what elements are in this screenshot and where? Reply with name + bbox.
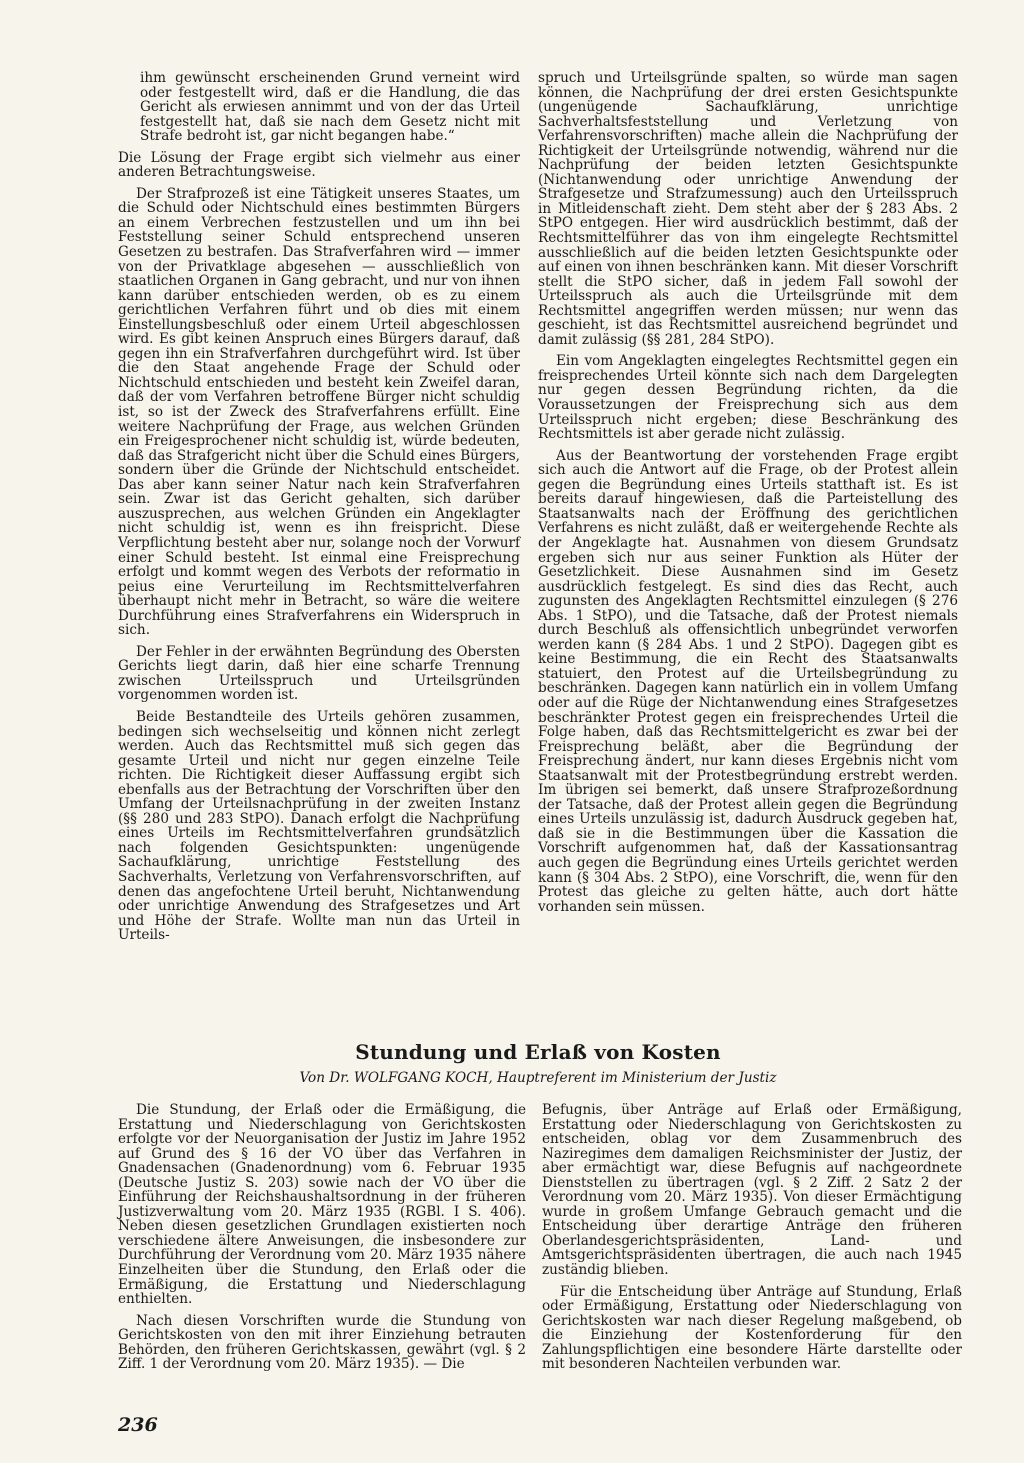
- page-number: 236: [118, 1414, 158, 1436]
- article-byline: Von Dr. WOLFGANG KOCH, Hauptreferent im Ministerium der Justiz: [299, 1070, 777, 1086]
- paragraph: Aus der Beantwortung der vorstehenden Frage ergibt sich auch die Antwort auf die Frage, ob der Protest allein gegen die Begründung eines Urteils statthaft ist. Es ist bereits darauf hingewiesen, daß die Parteistellung des Staatsanwalts nach der Eröffnung des gerichtlichen Verfahrens es nicht zuläßt, daß er weitergehende Rechte als der Angeklagte hat. Ausnahmen von diesem Grundsatz ergeben sich nur aus seiner Funktion als Hüter der Gesetzlichkeit. Diese Ausnahmen sind im Gesetz ausdrücklich festgelegt. Es sind dies das Recht, auch zugunsten des Angeklagten Rechtsmittel einzulegen (§ 276 Abs. 1 StPO), und die Tatsache, daß der Protest niemals durch Beschluß als offensichtlich unbegründet verworfen werden kann (§ 284 Abs. 1 und 2 StPO). Dagegen gibt es keine Bestimmung, die ein Recht des Staatsanwalts statuiert, den Protest auf die Urteilsbegründung zu beschränken. Dagegen kann natürlich ein in vollem Umfang oder auf die Rüge der Nichtanwendung eines Strafgesetzes beschränkter Protest gegen ein freisprechendes Urteil die Folge haben, daß das Rechtsmittelgericht es zwar bei der Freisprechung beläßt, aber die Begründung der Freisprechung ändert, nur kann dieses Ergebnis nicht vom Staatsanwalt mit der Protestbegründung erstrebt werden. Im übrigen sei bemerkt, daß unsere Strafprozeßordnung der Tatsache, daß der Protest allein gegen die Begründung eines Urteils unzulässig ist, dadurch Ausdruck gegeben hat, daß sie in die Bestimmungen über die Kassation die Vorschrift aufgenommen hat, daß der Kassationsantrag auch gegen die Begründung eines Urteils gerichtet werden kann (§ 304 Abs. 2 StPO), eine Vorschrift, die, wenn für den Protest das gleiche zu gelten hätte, auch dort hätte vorhanden sein müssen.: [538, 447, 958, 915]
- paragraph: Für die Entscheidung über Anträge auf Stundung, Erlaß oder Ermäßigung, Erstattung oder Niederschlagung von Gerichtskosten war nach dieser Regelung maßgebend, ob die Einziehung der Kostenforderung für den Zahlungspflichtigen eine besondere Härte darstellte oder mit besonderen Nachteilen verbunden war.: [542, 1283, 962, 1373]
- paragraph: Die Lösung der Frage ergibt sich vielmehr aus einer anderen Betrachtungsweise.: [118, 149, 520, 181]
- paragraph: Ein vom Angeklagten eingelegtes Rechtsmittel gegen ein freisprechendes Urteil könnte sich nach dem Dargelegten nur gegen dessen Begründung richten, da die Voraussetzungen der Freisprechung sich aus dem Urteilsspruch nicht ergeben; diese Beschränkung des Rechtsmittels ist aber gerade nicht zulässig.: [538, 353, 958, 443]
- paragraph: ihm gewünscht erscheinenden Grund verneint wird oder festgestellt wird, daß er die Handlung, die das Gericht als erwiesen annimmt und von der das Urteil festgestellt hat, daß sie nach dem Gesetz nicht mit Strafe bedroht ist, gar nicht begangen habe.“: [140, 70, 520, 145]
- paragraph: Nach diesen Vorschriften wurde die Stundung von Gerichtskosten von den mit ihrer Einziehung betrauten Behörden, den früheren Gerichtskassen, gewährt (vgl. § 2 Ziff. 1 der Verordnung vom 20. März 1935). — Die: [118, 1312, 526, 1373]
- paragraph: Der Strafprozeß ist eine Tätigkeit unseres Staates, um die Schuld oder Nichtschuld eines bestimmten Bürgers an einem Verbrechen festzustellen und um ihn bei Feststellung seiner Schuld entsprechend unseren Gesetzen zu bestrafen. Das Strafverfahren wird — immer von der Privatklage abgesehen — ausschließlich von staatlichen Organen in Gang gebracht, und nur von ihnen kann darüber entschieden werden, ob es zu einem gerichtlichen Verfahren führt und ob dies mit einem Einstellungsbeschluß oder einem Urteil abgeschlossen wird. Es gibt keinen Anspruch eines Bürgers darauf, daß gegen ihn ein Strafverfahren durchgeführt wird. Ist über die den Staat angehende Frage der Schuld oder Nichtschuld entschieden und besteht kein Zweifel daran, daß der vom Verfahren betroffene Bürger nicht schuldig ist, so ist der Zweck des Strafverfahrens erfüllt. Eine weitere Nachprüfung der Frage, aus welchen Gründen ein Freigesprochener nicht schuldig ist, würde bedeuten, daß das Strafgericht nicht über die Schuld eines Bürgers, sondern über die Gründe der Nichtschuld entscheidet. Das aber kann seiner Natur nach kein Strafverfahren sein. Zwar ist das Gericht gehalten, sich darüber auszusprechen, aus welchen Gründen ein Angeklagter nicht schuldig ist, wenn es ihn freispricht. Diese Verpflichtung besteht aber nur, solange noch der Vorwurf einer Schuld besteht. Ist einmal eine Freisprechung erfolgt und kommt wegen des Verbots der reformatio in peius eine Verurteilung im Rechtsmittelverfahren überhaupt nicht mehr in Betracht, so wäre die weitere Durchführung eines Strafverfahrens ein Widerspruch in sich.: [118, 185, 520, 639]
- paragraph: Befugnis, über Anträge auf Erlaß oder Ermäßigung, Erstattung oder Niederschlagung von Gerichtskosten zu entscheiden, oblag vor dem Zusammenbruch des Naziregimes dem damaligen Reichsminister der Justiz, der aber ermächtigt war, diese Befugnis auf nachgeordnete Dienststellen zu übertragen (vgl. § 2 Ziff. 2 Satz 2 der Verordnung vom 20. März 1935). Von dieser Ermächtigung wurde in großem Umfange Gebrauch gemacht und die Entscheidung über derartige Anträge den früheren Oberlandesgerichtspräsidenten, Land- und Amtsgerichtspräsidenten übertragen, die auch nach 1945 zuständig blieben.: [542, 1102, 962, 1279]
- top-right-column: [538, 71, 958, 921]
- top-left-column: [118, 71, 520, 950]
- paragraph: Die Stundung, der Erlaß oder die Ermäßigung, die Erstattung und Niederschlagung von Gerichtskosten erfolgte vor der Neuorganisation der Justiz im Jahre 1952 auf Grund des § 16 der VO über das Verfahren in Gnadensachen (Gnadenordnung) vom 6. Februar 1935 (Deutsche Justiz S. 203) sowie nach der VO über die Einführung der Reichshaushaltsordnung in der früheren Justizverwaltung vom 20. März 1935 (RGBl. I S. 406). Neben diesen gesetzlichen Grundlagen existierten noch verschiedene ältere Anweisungen, die insbesondere zur Durchführung der Verordnung vom 20. März 1935 nähere Einzelheiten über die Stundung, den Erlaß oder die Ermäßigung, die Erstattung und Niederschlagung enthielten.: [118, 1102, 526, 1308]
- paragraph: spruch und Urteilsgründe spalten, so würde man sagen können, die Nachprüfung der drei ersten Gesichtspunkte (ungenügende Sachaufklärung, unrichtige Sachverhaltsfeststellung und Verletzung von Verfahrensvorschriften) mache allein die Nachprüfung der Richtigkeit der Urteilsgründe notwendig, während nur die Nachprüfung der beiden letzten Gesichtspunkte (Nichtanwendung oder unrichtige Anwendung der Strafgesetze und Strafzumessung) auch den Urteilsspruch in Mitleidenschaft zieht. Dem steht aber der § 283 Abs. 2 StPO entgegen. Hier wird ausdrücklich bestimmt, daß der Rechtsmittelführer das von ihm eingelegte Rechtsmittel ausschließlich auf die beiden letzten Gesichtspunkte oder auf einen von ihnen beschränken kann. Mit dieser Vorschrift stellt die StPO sicher, daß in jedem Fall sowohl der Urteilsspruch als auch die Urteilsgründe mit dem Rechtsmittel angegriffen werden müssen; nur wenn das geschieht, ist das Rechtsmittel ausreichend begründet und damit zulässig (§§ 281, 284 StPO).: [538, 70, 958, 348]
- paragraph: Der Fehler in der erwähnten Begründung des Obersten Gerichts liegt darin, daß hier eine scharfe Trennung zwischen Urteilsspruch und Urteilsgründen vorgenommen worden ist.: [118, 643, 520, 704]
- article-right-column: [542, 1103, 962, 1379]
- article-left-column: [118, 1103, 526, 1379]
- article-title: Stundung und Erlaß von Kosten: [355, 1040, 721, 1064]
- paragraph: Beide Bestandteile des Urteils gehören zusammen, bedingen sich wechselseitig und können nicht zerlegt werden. Auch das Rechtsmittel muß sich gegen das gesamte Urteil und nicht nur gegen einzelne Teile richten. Die Richtigkeit dieser Auffassung ergibt sich ebenfalls aus der Betrachtung der Vorschriften über den Umfang der Urteilsnachprüfung in der zweiten Instanz (§§ 280 und 283 StPO). Danach erfolgt die Nachprüfung eines Urteils im Rechtsmittelverfahren grundsätzlich nach folgenden Gesichtspunkten: ungenügende Sachaufklärung, unrichtige Feststellung des Sachverhalts, Verletzung von Verfahrensvorschriften, auf denen das angefochtene Urteil beruht, Nichtanwendung oder unrichtige Anwendung des Strafgesetzes und Art und Höhe der Strafe. Wollte man nun das Urteil in Urteils-: [118, 708, 520, 944]
